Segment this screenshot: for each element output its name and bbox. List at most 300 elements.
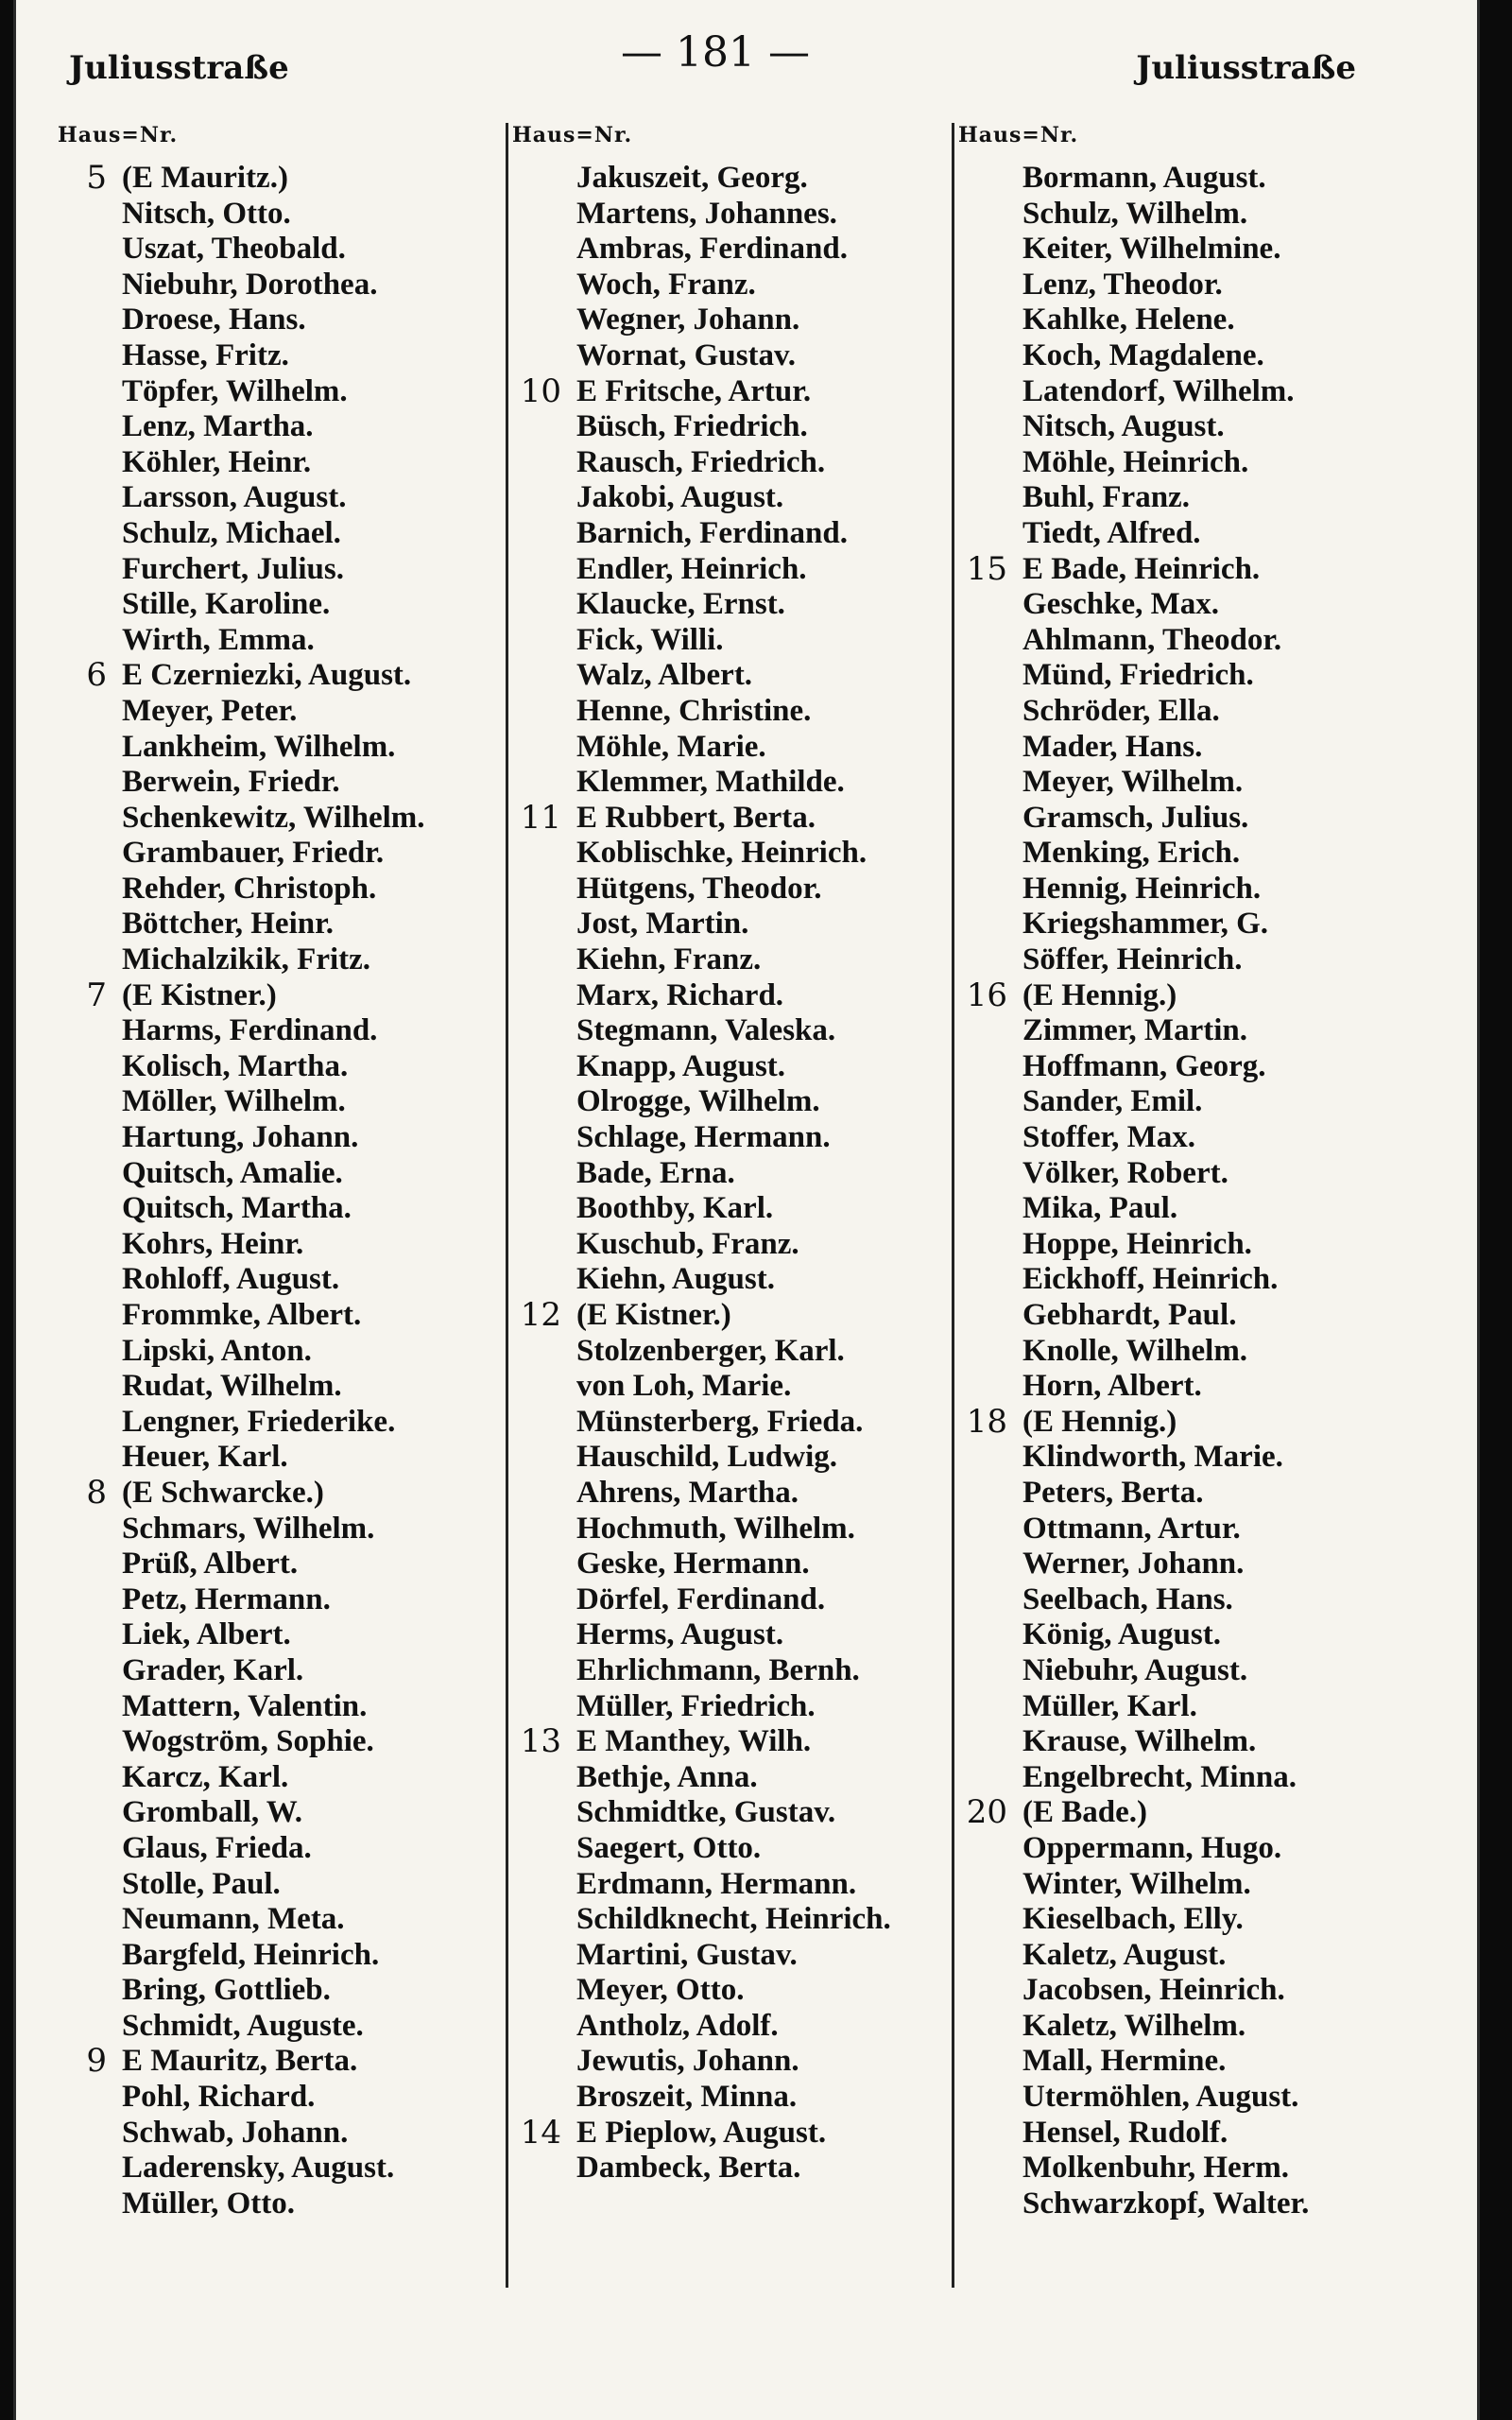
directory-entry [54, 232, 498, 268]
directory-entry [54, 1724, 498, 1760]
resident-name: Winter, Wilhelm. [1022, 1866, 1251, 1901]
resident-name: Möller, Wilhelm. [122, 1084, 346, 1119]
directory-entry [954, 872, 1443, 908]
resident-name: Zimmer, Martin. [1022, 1013, 1247, 1048]
directory-entry [54, 1334, 498, 1370]
resident-name: Knapp, August. [576, 1048, 786, 1083]
resident-name: Lenz, Martha. [122, 409, 314, 444]
directory-entry [954, 1973, 1443, 2009]
resident-name: Henne, Christine. [576, 693, 812, 728]
directory-entry [508, 730, 952, 766]
directory-entry [508, 1938, 952, 1974]
directory-entry [954, 1938, 1443, 1974]
resident-name: Wornat, Gustav. [576, 337, 796, 372]
resident-name: Kiehn, August. [576, 1262, 775, 1297]
resident-name: Lenz, Theodor. [1022, 267, 1223, 302]
house-number: 7 [86, 976, 107, 1014]
resident-name: Hennig, Heinrich. [1022, 871, 1262, 906]
directory-entry [954, 1298, 1443, 1334]
directory-entry [54, 694, 498, 730]
resident-name: Bargfeld, Heinrich. [122, 1937, 380, 1972]
resident-name: von Loh, Marie. [576, 1369, 792, 1404]
directory-entry [508, 1334, 952, 1370]
directory-entry [508, 1156, 952, 1192]
resident-name: Wirth, Emma. [122, 622, 315, 657]
directory-entry [508, 1049, 952, 1085]
directory-entry [54, 1831, 498, 1867]
resident-name: Böttcher, Heinr. [122, 907, 334, 942]
directory-entry [954, 516, 1443, 552]
resident-name: Koblischke, Heinrich. [576, 836, 868, 871]
resident-name: Nitsch, Otto. [122, 196, 291, 231]
resident-name: Molkenbuhr, Herm. [1022, 2151, 1290, 2186]
resident-name: E Mauritz, Berta. [122, 2044, 358, 2079]
resident-name: E Rubbert, Berta. [576, 800, 816, 835]
directory-entry [954, 268, 1443, 303]
directory-entry [54, 730, 498, 766]
directory-entry [508, 623, 952, 659]
resident-name: Gebhardt, Paul. [1022, 1298, 1237, 1332]
house-number-label: Haus=Nr. [512, 123, 633, 147]
directory-entry [508, 1617, 952, 1653]
resident-name: Glaus, Frieda. [122, 1830, 312, 1865]
house-number: 6 [86, 656, 107, 695]
resident-name: Walz, Albert. [576, 658, 753, 693]
directory-entry [954, 1227, 1443, 1263]
directory-entry [954, 2080, 1443, 2116]
resident-name: Klaucke, Ernst. [576, 587, 785, 622]
directory-entry [508, 2151, 952, 2187]
resident-name: Mader, Hans. [1022, 729, 1203, 764]
resident-name: Krause, Wilhelm. [1022, 1724, 1257, 1759]
house-number: 5 [86, 159, 107, 197]
resident-name: Kaletz, Wilhelm. [1022, 2008, 1246, 2043]
resident-name: Müller, Karl. [1022, 1688, 1197, 1723]
resident-name: Bring, Gottlieb. [122, 1973, 331, 2008]
running-head-right: Juliusstraße [1136, 49, 1356, 87]
resident-name: Seelbach, Hans. [1022, 1582, 1233, 1616]
directory-entry [954, 1902, 1443, 1938]
directory-entry [54, 1795, 498, 1831]
resident-name: Quitsch, Amalie. [122, 1155, 343, 1190]
directory-entry [954, 1512, 1443, 1547]
resident-name: Dörfel, Ferdinand. [576, 1582, 826, 1616]
resident-name: Schmidt, Auguste. [122, 2008, 364, 2043]
resident-name: Knolle, Wilhelm. [1022, 1333, 1248, 1368]
resident-name: Wogström, Sophie. [122, 1724, 374, 1759]
directory-entry [508, 409, 952, 445]
resident-name: Quitsch, Martha. [122, 1191, 352, 1226]
directory-entry [54, 1689, 498, 1725]
resident-name: E Czerniezki, August. [122, 658, 412, 693]
resident-name: (E Bade.) [1022, 1795, 1147, 1830]
directory-entry [54, 1120, 498, 1156]
directory-entry [54, 801, 498, 837]
resident-list [954, 161, 1443, 2221]
resident-name: Michalzikik, Fritz. [122, 942, 371, 977]
directory-entry [954, 836, 1443, 872]
resident-name: Koch, Magdalene. [1022, 337, 1264, 372]
resident-name: Geske, Hermann. [576, 1547, 810, 1582]
resident-name: Saegert, Otto. [576, 1830, 762, 1865]
directory-entry [54, 1262, 498, 1298]
resident-name: Klindworth, Marie. [1022, 1440, 1283, 1475]
directory-entry [508, 2113, 952, 2152]
directory-entry [508, 1227, 952, 1263]
directory-entry [954, 1653, 1443, 1689]
resident-name: Keiter, Wilhelmine. [1022, 232, 1281, 267]
resident-name: Bethje, Anna. [576, 1759, 758, 1794]
resident-name: König, August. [1022, 1617, 1221, 1652]
directory-entry [954, 1156, 1443, 1192]
resident-name: Eickhoff, Heinrich. [1022, 1262, 1279, 1297]
directory-entry [954, 1049, 1443, 1085]
resident-name: Kriegshammer, G. [1022, 907, 1268, 942]
directory-entry [508, 1902, 952, 1938]
directory-entry [54, 338, 498, 374]
directory-entry [508, 978, 952, 1014]
resident-name: Stolle, Paul. [122, 1866, 281, 1901]
resident-name: Münsterberg, Frieda. [576, 1404, 864, 1439]
resident-name: Mika, Paul. [1022, 1191, 1178, 1226]
resident-name: Frommke, Albert. [122, 1298, 362, 1332]
resident-name: Ahlmann, Theodor. [1022, 622, 1282, 657]
resident-name: (E Hennig.) [1022, 1404, 1177, 1439]
directory-entry [54, 1938, 498, 1974]
resident-name: Berwein, Friedr. [122, 765, 340, 800]
resident-name: Olrogge, Wilhelm. [576, 1084, 820, 1119]
directory-entry [508, 552, 952, 588]
resident-name: Broszeit, Minna. [576, 2080, 798, 2115]
directory-entry [954, 978, 1443, 1014]
resident-name: Hütgens, Theodor. [576, 871, 822, 906]
directory-entry [508, 161, 952, 197]
directory-entry [508, 1405, 952, 1441]
directory-entry [54, 409, 498, 445]
resident-name: Kolisch, Martha. [122, 1048, 349, 1083]
resident-name: Möhle, Heinrich. [1022, 444, 1249, 479]
column-1 [54, 123, 498, 2221]
directory-entry [954, 1369, 1443, 1405]
directory-entry [954, 1084, 1443, 1120]
resident-name: Köhler, Heinr. [122, 444, 312, 479]
directory-entry [54, 2187, 498, 2222]
resident-name: Kahlke, Helene. [1022, 302, 1235, 337]
resident-name: Jewutis, Johann. [576, 2044, 799, 2079]
resident-name: Martini, Gustav. [576, 1937, 798, 1972]
resident-name: Meyer, Peter. [122, 693, 298, 728]
resident-name: Schröder, Ella. [1022, 693, 1220, 728]
directory-entry [508, 2044, 952, 2080]
resident-name: Möhle, Marie. [576, 729, 766, 764]
resident-name: Woch, Franz. [576, 267, 756, 302]
directory-entry [508, 1191, 952, 1227]
directory-entry [954, 801, 1443, 837]
resident-name: Ahrens, Martha. [576, 1475, 799, 1510]
directory-entry [54, 1512, 498, 1547]
resident-name: (E Schwarcke.) [122, 1475, 324, 1510]
running-head-left: Juliusstraße [69, 49, 289, 87]
resident-name: Kiehn, Franz. [576, 942, 762, 977]
resident-name: Schulz, Michael. [122, 515, 341, 550]
directory-entry [954, 1402, 1443, 1441]
directory-entry [954, 302, 1443, 338]
resident-name: (E Kistner.) [122, 977, 277, 1012]
directory-entry [54, 161, 498, 197]
directory-entry [508, 1369, 952, 1405]
directory-entry [954, 1724, 1443, 1760]
house-number: 10 [520, 372, 561, 410]
directory-entry [54, 587, 498, 623]
house-number: 13 [520, 1722, 561, 1761]
resident-name: Jacobsen, Heinrich. [1022, 1973, 1285, 2008]
resident-name: Marx, Richard. [576, 977, 784, 1012]
directory-entry [954, 2044, 1443, 2080]
resident-name: Hartung, Johann. [122, 1120, 359, 1155]
directory-entry [508, 2009, 952, 2045]
directory-page [13, 0, 1480, 2420]
directory-entry [54, 836, 498, 872]
resident-name: Laderensky, August. [122, 2151, 395, 2186]
resident-name: Völker, Robert. [1022, 1155, 1228, 1190]
directory-entry [54, 302, 498, 338]
directory-entry [508, 445, 952, 481]
directory-entry [954, 730, 1443, 766]
directory-entry [508, 338, 952, 374]
directory-entry [508, 907, 952, 942]
resident-name: Wegner, Johann. [576, 302, 800, 337]
directory-entry [954, 1334, 1443, 1370]
resident-name: Engelbrecht, Minna. [1022, 1759, 1297, 1794]
directory-entry [508, 1582, 952, 1618]
directory-entry [954, 232, 1443, 268]
directory-entry [508, 1084, 952, 1120]
column-3 [952, 123, 1443, 2288]
resident-name: Fick, Willi. [576, 622, 724, 657]
resident-name: Lipski, Anton. [122, 1333, 312, 1368]
directory-entry [54, 552, 498, 588]
directory-entry [54, 2116, 498, 2152]
directory-entry [954, 2151, 1443, 2187]
resident-name: Mattern, Valentin. [122, 1688, 368, 1723]
directory-entry [954, 197, 1443, 233]
directory-entry [54, 1298, 498, 1334]
resident-name: Bade, Erna. [576, 1155, 735, 1190]
resident-name: E Bade, Heinrich. [1022, 551, 1261, 586]
resident-name: Prüß, Albert. [122, 1547, 299, 1582]
resident-name: Tiedt, Alfred. [1022, 515, 1201, 550]
directory-entry [54, 1617, 498, 1653]
directory-entry [54, 1013, 498, 1049]
directory-entry [54, 1902, 498, 1938]
house-number: 15 [966, 549, 1007, 588]
directory-entry [54, 1227, 498, 1263]
resident-name: Sander, Emil. [1022, 1084, 1203, 1119]
resident-name: Rehder, Christoph. [122, 871, 377, 906]
resident-name: Grambauer, Friedr. [122, 836, 385, 871]
resident-name: Jakuszeit, Georg. [576, 161, 808, 195]
resident-name: Martens, Johannes. [576, 196, 837, 231]
directory-entry [508, 1262, 952, 1298]
resident-name: Droese, Hans. [122, 302, 306, 337]
resident-name: Stolzenberger, Karl. [576, 1333, 845, 1368]
resident-name: (E Mauritz.) [122, 161, 288, 195]
directory-entry [954, 1440, 1443, 1476]
directory-entry [54, 1582, 498, 1618]
resident-name: Büsch, Friedrich. [576, 409, 808, 444]
directory-entry [954, 1013, 1443, 1049]
directory-entry [508, 480, 952, 516]
resident-name: Hensel, Rudolf. [1022, 2115, 1228, 2150]
directory-entry [954, 338, 1443, 374]
resident-name: Rausch, Friedrich. [576, 444, 826, 479]
directory-entry [54, 374, 498, 410]
directory-entry [954, 161, 1443, 197]
directory-entry [54, 268, 498, 303]
directory-entry [54, 765, 498, 801]
resident-name: Furchert, Julius. [122, 551, 344, 586]
resident-name: Schmidtke, Gustav. [576, 1795, 836, 1830]
directory-entry [954, 658, 1443, 694]
house-number: 9 [86, 2042, 107, 2081]
directory-entry [508, 1867, 952, 1903]
house-number: 11 [520, 798, 561, 837]
resident-name: (E Hennig.) [1022, 977, 1177, 1012]
house-number: 16 [966, 976, 1007, 1014]
resident-name: Nitsch, August. [1022, 409, 1225, 444]
resident-name: Buhl, Franz. [1022, 480, 1190, 515]
resident-name: Schwarzkopf, Walter. [1022, 2186, 1310, 2221]
resident-name: Lankheim, Wilhelm. [122, 729, 396, 764]
directory-entry [954, 1760, 1443, 1796]
directory-entry [508, 268, 952, 303]
directory-entry [954, 1795, 1443, 1831]
resident-name: Menking, Erich. [1022, 836, 1241, 871]
directory-entry [508, 302, 952, 338]
directory-entry [54, 658, 498, 694]
directory-entry [954, 480, 1443, 516]
directory-entry [954, 1617, 1443, 1653]
directory-entry [508, 374, 952, 410]
resident-name: Grader, Karl. [122, 1652, 304, 1687]
resident-name: Rohloff, August. [122, 1262, 340, 1297]
resident-name: Bormann, August. [1022, 161, 1266, 195]
resident-name: Meyer, Wilhelm. [1022, 765, 1244, 800]
directory-entry [954, 1831, 1443, 1867]
resident-name: Dambeck, Berta. [576, 2151, 801, 2186]
directory-entry [54, 1867, 498, 1903]
resident-name: Oppermann, Hugo. [1022, 1830, 1282, 1865]
resident-name: Horn, Albert. [1022, 1369, 1202, 1404]
resident-name: Stoffer, Max. [1022, 1120, 1195, 1155]
resident-name: Schenkewitz, Wilhelm. [122, 800, 425, 835]
directory-entry [954, 1547, 1443, 1582]
resident-name: Müller, Friedrich. [576, 1688, 816, 1723]
house-number: 18 [966, 1402, 1007, 1441]
directory-entry [508, 1547, 952, 1582]
directory-entry [508, 1013, 952, 1049]
resident-name: Neumann, Meta. [122, 1902, 345, 1937]
directory-entry [954, 907, 1443, 942]
directory-entry [954, 1582, 1443, 1618]
directory-entry [54, 2044, 498, 2080]
resident-name: (E Kistner.) [576, 1298, 731, 1332]
resident-name: Geschke, Max. [1022, 587, 1220, 622]
resident-name: E Pieplow, August. [576, 2115, 827, 2150]
resident-name: Kohrs, Heinr. [122, 1226, 304, 1261]
directory-entry [508, 1795, 952, 1831]
directory-entry [54, 872, 498, 908]
directory-entry [954, 1120, 1443, 1156]
house-number-label: Haus=Nr. [58, 123, 179, 147]
directory-entry [954, 549, 1443, 588]
directory-entry [508, 658, 952, 694]
resident-name: Liek, Albert. [122, 1617, 291, 1652]
directory-entry [508, 872, 952, 908]
resident-name: Werner, Johann. [1022, 1547, 1245, 1582]
resident-name: Schlage, Hermann. [576, 1120, 831, 1155]
directory-entry [954, 2009, 1443, 2045]
directory-entry [954, 1689, 1443, 1725]
resident-name: Stegmann, Valeska. [576, 1013, 836, 1048]
resident-name: Niebuhr, August. [1022, 1652, 1248, 1687]
directory-entry [54, 197, 498, 233]
directory-entry [508, 836, 952, 872]
column-2 [506, 123, 952, 2288]
resident-name: Münd, Friedrich. [1022, 658, 1254, 693]
resident-name: Niebuhr, Dorothea. [122, 267, 378, 302]
directory-entry [508, 1724, 952, 1760]
directory-entry [54, 1191, 498, 1227]
directory-entry [54, 516, 498, 552]
resident-name: Kieselbach, Elly. [1022, 1902, 1244, 1937]
directory-entry [54, 1156, 498, 1192]
resident-name: Klemmer, Mathilde. [576, 765, 845, 800]
resident-name: Gramsch, Julius. [1022, 800, 1249, 835]
directory-entry [954, 1476, 1443, 1512]
directory-entry [54, 978, 498, 1014]
directory-entry [54, 623, 498, 659]
directory-entry [954, 765, 1443, 801]
resident-name: Karcz, Karl. [122, 1759, 289, 1794]
directory-entry [508, 765, 952, 801]
directory-entry [508, 942, 952, 978]
directory-entry [54, 1973, 498, 2009]
directory-entry [508, 232, 952, 268]
resident-name: Ottmann, Artur. [1022, 1511, 1241, 1546]
resident-name: Hoffmann, Georg. [1022, 1048, 1266, 1083]
directory-entry [508, 1689, 952, 1725]
resident-name: Antholz, Adolf. [576, 2008, 779, 2043]
directory-entry [954, 623, 1443, 659]
directory-entry [954, 1867, 1443, 1903]
directory-entry [54, 2151, 498, 2187]
directory-entry [508, 1973, 952, 2009]
directory-entry [508, 694, 952, 730]
directory-entry [54, 1653, 498, 1689]
resident-name: Jost, Martin. [576, 907, 749, 942]
resident-name: Söffer, Heinrich. [1022, 942, 1243, 977]
resident-name: Latendorf, Wilhelm. [1022, 373, 1295, 408]
resident-name: Mall, Hermine. [1022, 2044, 1227, 2079]
directory-entry [54, 1049, 498, 1085]
resident-name: E Manthey, Wilh. [576, 1724, 812, 1759]
directory-entry [954, 409, 1443, 445]
resident-name: Ehrlichmann, Bernh. [576, 1652, 860, 1687]
resident-name: Utermöhlen, August. [1022, 2080, 1299, 2115]
resident-name: Gromball, W. [122, 1795, 303, 1830]
resident-name: Hasse, Fritz. [122, 337, 289, 372]
